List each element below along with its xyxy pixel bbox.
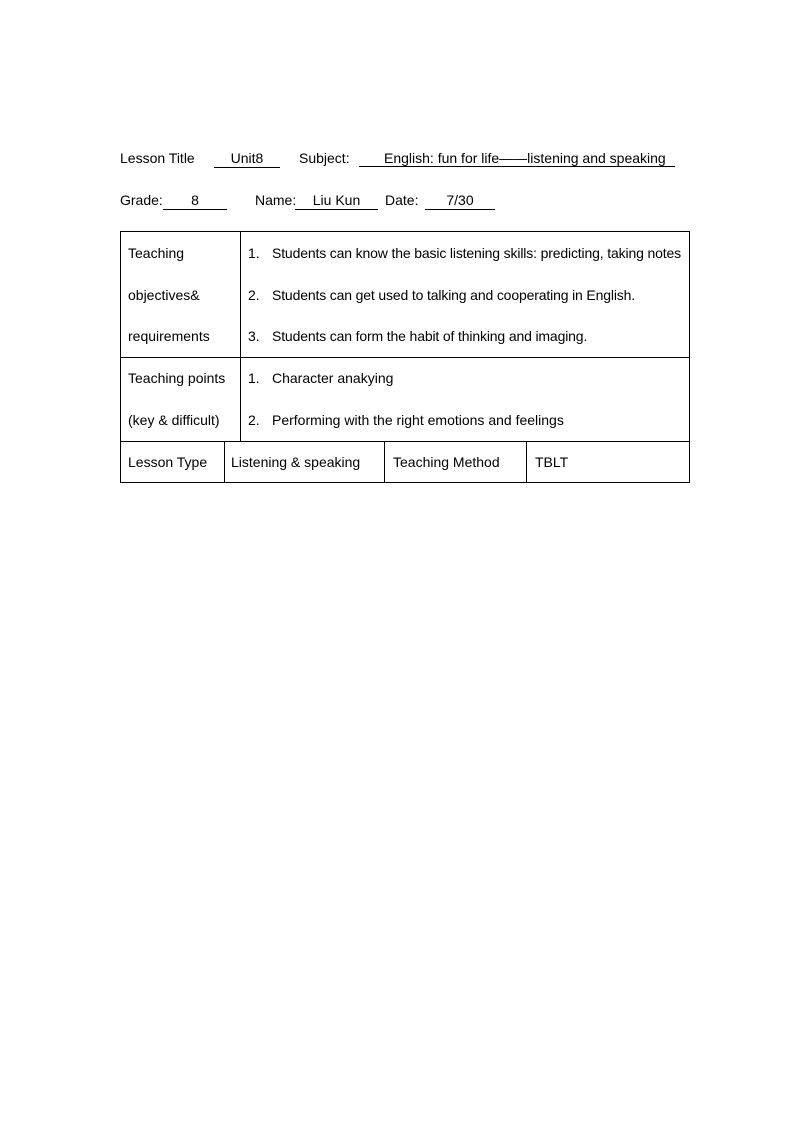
points-label-line: Teaching points [128,370,226,386]
name-label: Name: [255,192,297,208]
lesson-title-field[interactable]: Unit8 [214,150,280,168]
objective-item: Students can know the basic listening skills: predicting, taking notes [272,245,681,261]
list-item-number: 2. [248,287,260,303]
date-label: Date: [385,192,419,208]
objective-item: Students can form the habit of thinking and imaging. [272,328,588,344]
lesson-plan-table [120,231,690,483]
teaching-method-label: Teaching Method [393,454,500,470]
points-label-line: (key & difficult) [128,412,220,428]
row-divider [121,357,689,358]
subject-label: Subject: [299,150,350,166]
objective-item: Students can get used to talking and cooperating in English. [272,287,636,303]
column-divider [384,441,385,483]
subject-field[interactable]: English: fun for life——listening and speaking [359,150,675,167]
row-divider [121,441,689,442]
list-item-number: 3. [248,328,260,344]
column-divider [240,357,241,441]
column-divider [224,441,225,483]
grade-label: Grade: [120,192,163,208]
teaching-point-item: Performing with the right emotions and feelings [272,412,564,428]
lesson-type-label: Lesson Type [128,454,208,470]
grade-field[interactable]: 8 [163,192,227,210]
column-divider [240,232,241,357]
list-item-number: 2. [248,412,260,428]
lesson-type-value: Listening & speaking [231,454,361,470]
objectives-label-line: Teaching [128,245,185,261]
date-field[interactable]: 7/30 [425,192,495,210]
objectives-label-line: objectives& [128,287,200,303]
objectives-label-line: requirements [128,328,210,344]
list-item-number: 1. [248,370,260,386]
teaching-method-value: TBLT [535,454,569,470]
name-field[interactable]: Liu Kun [295,192,378,210]
lesson-title-label: Lesson Title [120,150,195,166]
teaching-point-item: Character anakying [272,370,394,386]
column-divider [526,441,527,483]
list-item-number: 1. [248,245,260,261]
